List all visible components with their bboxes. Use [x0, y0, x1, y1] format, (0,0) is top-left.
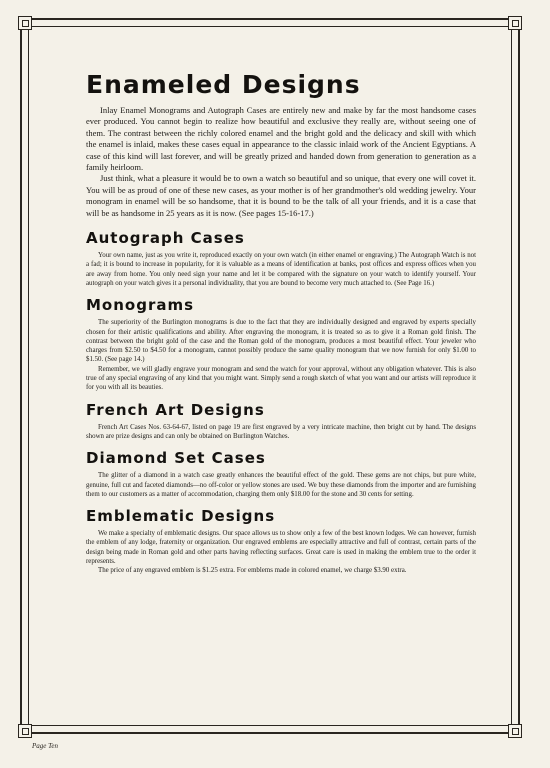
section-heading: Autograph Cases: [86, 229, 245, 248]
section-heading: French Art Designs: [86, 400, 265, 419]
section-paragraph: The glitter of a diamond in a watch case greatly enhances the beautiful effect of the gold. These gems are not chips, but pure white, genuine, full cut and faceted diamonds—no off-color or yellow stones are used. We buy these diamonds from the importer and are furnishing them to our customers as a matter of accommodation, charging them only $18.00 for the stone and 30 cents for setting.: [86, 472, 476, 498]
page-number: Page Ten: [32, 742, 58, 750]
section-french-art-designs: [86, 401, 476, 442]
corner-ornament: [18, 16, 32, 30]
section-heading: Monograms: [86, 296, 195, 315]
intro-paragraph: Inlay Enamel Monograms and Autograph Cases are entirely new and make by far the most handsome cases ever produced. You cannot begin to realize how beautiful and exclusive they really are, without seeing one of them. The contrast between the richly colored enamel and the bright gold and the delicacy and skill with which the enamel is inlaid, makes these cases equal in appearance to the classic inlaid work of the Ancient Egyptians. A case of this kind will last forever, and will be greatly prized and handed down from generation to generation as a family heirloom.: [86, 105, 476, 173]
section-diamond-set-cases: [86, 449, 476, 499]
section-paragraph: French Art Cases Nos. 63-64-67, listed on page 19 are first engraved by a very intricate machine, then bright cut by hand. The designs shown are prize designs and can only be obtained on Burlington Watches.: [86, 423, 476, 440]
page-content: [86, 70, 476, 580]
page-title: Enameled Designs: [86, 70, 361, 99]
section-emblematic-designs: [86, 507, 476, 575]
corner-ornament: [18, 724, 32, 738]
section-paragraph: Remember, we will gladly engrave your monogram and send the watch for your approval, without any obligation whatever. This is also true of any special engraving of any kind that you might want. Simply send a rough sketch of what you want and our artists will reproduce it for you with all its beauties.: [86, 365, 476, 392]
section-autograph-cases: [86, 229, 476, 288]
section-paragraph: Your own name, just as you write it, reproduced exactly on your own watch (in either enamel or engraving.) The Autograph Watch is not a fad; it is bound to increase in popularity, for it is valuable as a means of identification at banks, post offices and express offices when you are away from home. You only need sign your name and let it be compared with the signature on your watch to identify yourself. Your autograph on your watch gives it a personal individuality, that you are bound to become very much attached to. (See Page 16.): [86, 252, 476, 287]
corner-ornament: [508, 724, 522, 738]
section-paragraph: We make a specialty of emblematic designs. Our space allows us to show only a few of the best known lodges. We can however, furnish the emblem of any lodge, fraternity or organization. Our engraved emblems are especially attractive and full of contrast, certain parts of the design being made in Roman gold and other parts having reflecting surfaces. Great care is used in making the emblem true to the order it represents.: [86, 530, 476, 565]
corner-ornament: [508, 16, 522, 30]
section-heading: Diamond Set Cases: [86, 449, 266, 468]
intro-section: [86, 105, 476, 219]
section-monograms: [86, 296, 476, 392]
section-heading: Emblematic Designs: [86, 507, 276, 526]
section-paragraph: The superiority of the Burlington monograms is due to the fact that they are individually designed and engraved by experts specially chosen for their artistic qualifications and ability. After engraving the monogram, it is treated so as to give it a Roman gold finish. The contrast between the bright gold of the case and the Roman gold of the monogram, produces a most beautiful effect. Your jeweler who charges from $2.50 to $4.50 for a monogram, cannot possibly produce the same quality monogram that we now furnish for only $1.00 to $1.50. (See page 14.): [86, 319, 476, 364]
intro-paragraph: Just think, what a pleasure it would be to own a watch so beautiful and so unique, that every one will covet it. You will be as proud of one of these new cases, as your mother is of her grandmother's old wedding jewelry. Your monogram in enamel will be so handsome, that it is bound to be the talk of all your friends, and it is a case that will be as handsome in 25 years as it is now. (See pages 15-16-17.): [86, 173, 476, 218]
section-paragraph: The price of any engraved emblem is $1.25 extra. For emblems made in colored enamel, we charge $3.90 extra.: [98, 567, 407, 575]
